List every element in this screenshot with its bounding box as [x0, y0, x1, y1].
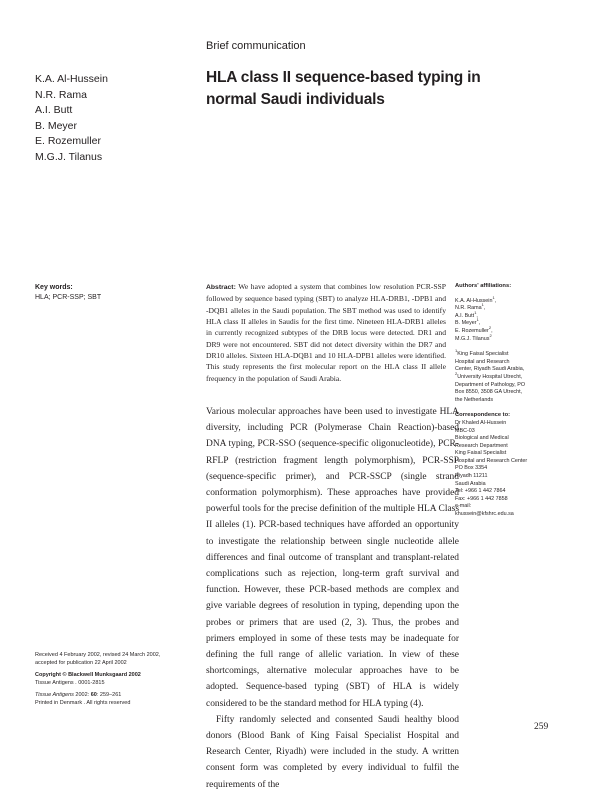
affiliations-block — [455, 283, 567, 519]
section-label: Brief communication — [206, 40, 306, 52]
affiliations-heading: Authors' affiliations: — [455, 283, 512, 289]
title-line: HLA class II sequence-based typing in — [206, 69, 481, 86]
affiliation-author: M.G.J. Tilanus$^2$ — [455, 332, 492, 342]
affiliation-author: E. Rozemuller$^2$, — [455, 325, 493, 334]
author-name: M.G.J. Tilanus — [35, 150, 103, 163]
journal-issn: Tissue Antigens . 0001-2815 — [35, 679, 105, 686]
affiliation-author: B. Meyer$^1$, — [455, 317, 481, 327]
keywords-block — [35, 283, 185, 303]
author-name: K.A. Al-Hussein — [35, 73, 108, 85]
received-line: Received 4 February 2002, revised 24 March 2002, — [35, 652, 161, 658]
article-title — [206, 67, 506, 111]
author-name: A.I. Butt — [35, 104, 73, 117]
institution-1: $^1$King Faisal Specialist Hospital and Research Center, Riyadh Saudi Arabia, — [455, 348, 525, 373]
keywords-heading: Key words: — [35, 284, 73, 291]
institution-2: $^2$University Hospital Utrecht, Department of Pathology, PO Box 8550, 3508 GA Utrecht, the Netherlands — [455, 371, 526, 403]
author-list — [35, 72, 108, 166]
title-line: normal Saudi individuals — [206, 91, 385, 108]
email-link[interactable]: khussein@kfshrc.edu.sa — [455, 511, 514, 518]
printed-line: Printed in Denmark . All rights reserved — [35, 699, 131, 706]
citation-line: Tissue Antigens 2002: 60: 259–261 — [35, 692, 122, 699]
author-name: N.R. Rama — [35, 88, 87, 101]
body-text — [206, 404, 459, 793]
correspondence-heading: Correspondence to: — [455, 412, 511, 419]
affiliation-author: K.A. Al-Hussein$^1$, — [455, 294, 497, 304]
publication-info — [35, 652, 200, 708]
author-name: B. Meyer — [35, 119, 78, 132]
abstract-label: Abstract: — [206, 284, 236, 291]
abstract — [206, 281, 446, 384]
body-paragraph: Fifty randomly selected and consented Saudi healthy blood donors (Blood Bank of King Faisal Specialist Hospital and Research Center, Riyadh) were included in the study. A written consent form was completed by every individual to fulfil the requirements of the — [206, 714, 459, 790]
page-number: 259 — [534, 722, 549, 732]
copyright-line: Copyright © Blackwell Munksgaard 2002 — [35, 672, 141, 679]
affiliation-author: N.R. Rama$^1$, — [455, 302, 486, 312]
keywords-text: HLA; PCR-SSP; SBT — [35, 294, 102, 301]
author-name: E. Rozemuller — [35, 135, 101, 148]
body-paragraph: Various molecular approaches have been used to investigate HLA diversity, including PCR (Polymerase Chain Reaction)-based DNA typing, PCR-SSO (sequence-specific oligonucleotide), PCR-RFLP (restriction fragment length polymorphism), PCR-SSP (sequence-specific primer), and PCR-SSCP (single strand conformation polymorphism). These approaches have provided powerful tools for the precise definition of the multiple HLA Class II alleles (1). PCR-based techniques have afforded an opportunity to investigate the relationship between single nucleotide allele differences and final outcome of transplant and transplant-related complications such as rejection, long-term graft survival and function. However, these PCR-based methods are complex and give variable degrees of resolution in typing, depending upon the probes or primers that are used (2, 3). Thus, the probes and primers employed in some of these tests may be inadequate for defining the full range of allelic variation. In view of these shortcomings, alternative molecular approaches have to be adopted. Sequence-based typing (SBT) of HLA is widely considered to be the standard method for HLA typing (4). — [206, 407, 459, 709]
affiliation-author: A.I. Butt$^1$, — [455, 309, 478, 319]
correspondence-address: Dr Khaled Al-Hussein MBC-03 Biological and Medical Research Department King Faisal Specialist Hospital and Research Center PO Box 3354 Riyadh 11211 Saudi Arabia Tel: +966 1 442 7864 Fax: +966 1 442 7858 e-mail: khussein@kfshrc.edu.sa — [455, 420, 567, 519]
received-line: accepted for publication 22 April 2002 — [35, 659, 127, 666]
abstract-text: We have adopted a system that combines low resolution PCR-SSP followed by sequence based typing (SBT) to analyze HLA-DRB1, -DPB1 and -DQB1 alleles in the Saudi population. The SBT method was used to identify HLA class II alleles in Saudis for the first time. Nineteen HLA-DRB1 alleles in currently recognized subtypes of the DRB locus were detected. DR1 and DR9 were not encountered. SBT did not detect diversity within the DR7 and DR10 alleles. Sixteen HLA-DQB1 and 10 HLA-DPB1 alleles were identified. This study represents the first molecular report on the HLA class II allele frequency in the population of Saudi Arabia. — [206, 282, 446, 383]
